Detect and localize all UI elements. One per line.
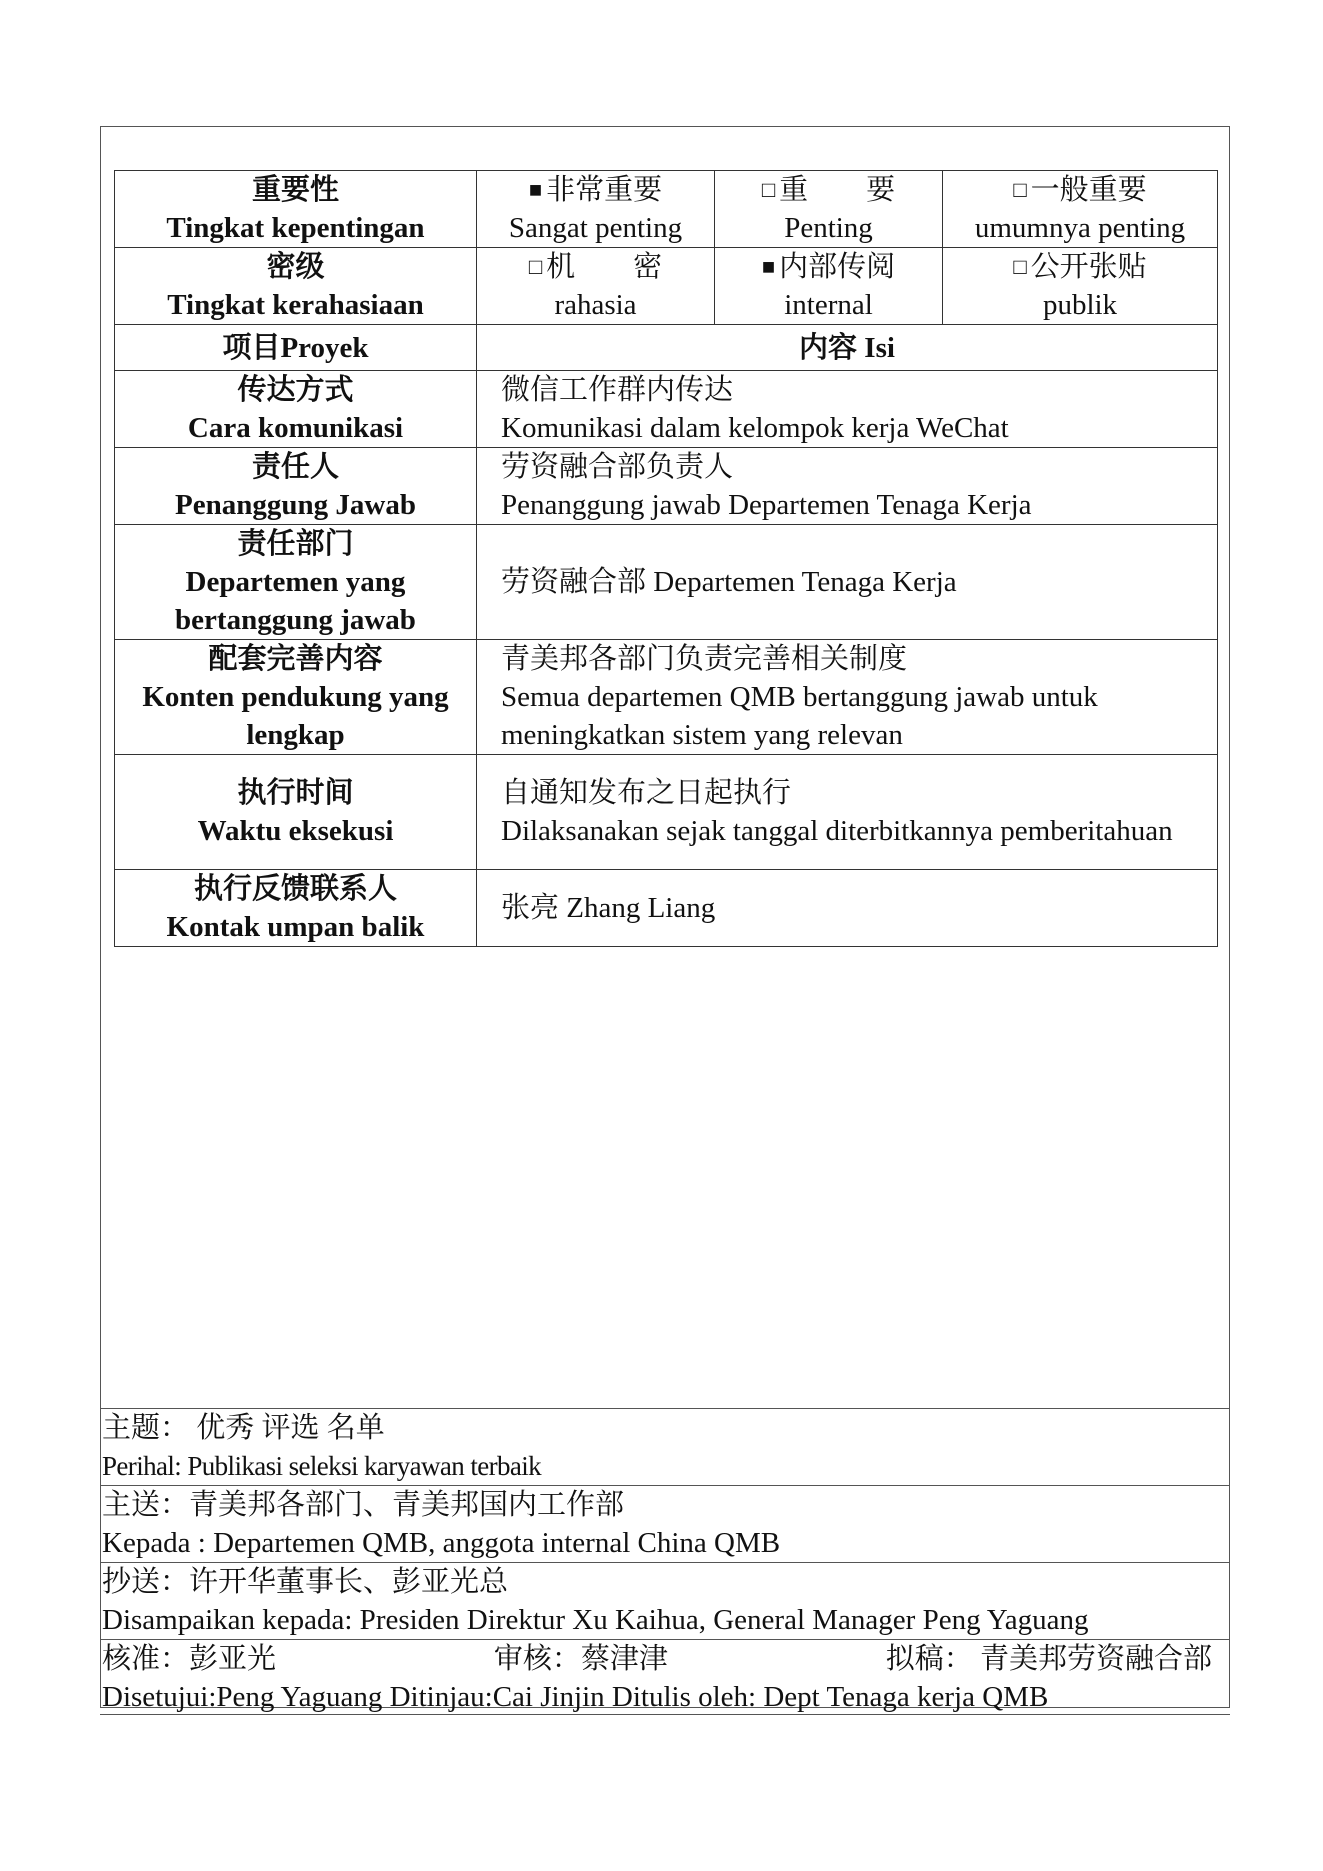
cc-id: Disampaikan kepada: Presiden Direktur Xu Kaihua, General Manager Peng Yaguang [102,1604,1089,1636]
cc-cn: 抄送：许开华董事长、彭亚光总 [102,1566,509,1598]
table-row [115,371,1218,448]
approver: 核准：彭亚光 [102,1643,277,1675]
document-footer [100,1408,1230,1715]
row-label: 配套完善内容 Konten pendukung yang lengkap [115,640,477,755]
drafter: 拟稿： 青美邦劳资融合部 [885,1643,1212,1675]
project-header: 项目Proyek [115,325,477,371]
table-row [115,870,1218,947]
secrecy-row [115,248,1218,325]
signature-row [100,1639,1230,1715]
subject-id: Perihal: Publikasi seleksi karyawan terbaik [102,1451,542,1481]
row-content: 微信工作群内传达 Komunikasi dalam kelompok kerja WeChat [477,371,1218,448]
importance-label: 重要性 Tingkat kepentingan [115,171,477,248]
recipient-row [100,1485,1230,1562]
table-row [115,448,1218,525]
row-label: 执行时间 Waktu eksekusi [115,755,477,870]
row-label: 传达方式 Cara komunikasi [115,371,477,448]
recipient-id: Kepada : Departemen QMB, anggota internal China QMB [102,1527,781,1559]
table-header-row [115,325,1218,371]
unchecked-box-icon: □ [1013,254,1027,279]
importance-row [115,171,1218,248]
row-label: 责任人 Penanggung Jawab [115,448,477,525]
unchecked-box-icon: □ [528,254,543,279]
checked-box-icon: ■ [761,254,776,279]
unchecked-box-icon: □ [1013,177,1027,202]
reviewer: 审核：蔡津津 [493,1643,668,1675]
content-header: 内容 Isi [477,325,1218,371]
subject-row [100,1408,1230,1485]
unchecked-box-icon: □ [761,177,776,202]
importance-option-very-important: ■ 非常重要 Sangat penting [477,171,715,248]
secrecy-option-internal: ■ 内部传阅 internal [715,248,943,325]
cc-row [100,1562,1230,1639]
signature-id: Disetujui:Peng Yaguang Ditinjau:Cai Jinjin Ditulis oleh: Dept Tenaga kerja QMB [102,1681,1049,1713]
row-content: 自通知发布之日起执行 Dilaksanakan sejak tanggal diterbitkannya pemberitahuan [477,755,1218,870]
row-content: 劳资融合部负责人 Penanggung jawab Departemen Tenaga Kerja [477,448,1218,525]
importance-option-normal: □ 一般重要 umumnya penting [943,171,1218,248]
row-content: 劳资融合部 Departemen Tenaga Kerja [477,525,1218,640]
row-label: 执行反馈联系人 Kontak umpan balik [115,870,477,947]
secrecy-label: 密级 Tingkat kerahasiaan [115,248,477,325]
row-content: 张亮 Zhang Liang [477,870,1218,947]
table-row [115,755,1218,870]
subject-cn: 主题： 优秀 评选 名单 [102,1412,385,1444]
row-content: 青美邦各部门负责完善相关制度 Semua departemen QMB bertanggung jawab untuk meningkatkan sistem yang relevan [477,640,1218,755]
secrecy-option-public: □ 公开张贴 publik [943,248,1218,325]
table-row [115,525,1218,640]
importance-option-important: □ 重 要 Penting [715,171,943,248]
table-row [115,640,1218,755]
secrecy-option-confidential: □ 机 密 rahasia [477,248,715,325]
info-table [114,170,1218,947]
checked-box-icon: ■ [528,177,543,202]
row-label: 责任部门 Departemen yang bertanggung jawab [115,525,477,640]
recipient-cn: 主送：青美邦各部门、青美邦国内工作部 [102,1489,625,1521]
